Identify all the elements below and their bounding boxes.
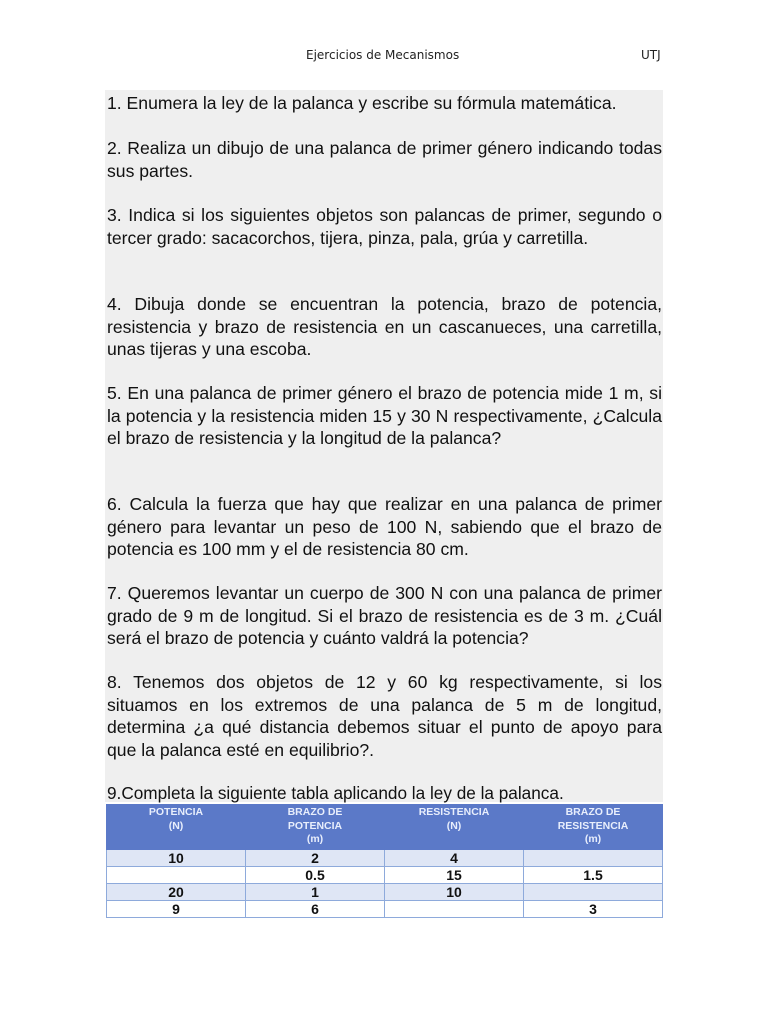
header-line: (N) <box>168 819 184 832</box>
header-brazo-resistencia <box>524 805 663 850</box>
header-line: BRAZO DE <box>287 806 343 818</box>
exercise-6: 6. Calcula la fuerza que hay que realizar en una palanca de primer género para levantar un peso de 100 N, sabiendo que el brazo de potencia es 100 mm y el de resistencia 80 cm. <box>107 494 662 559</box>
table-cell <box>524 884 663 901</box>
table-cell: 3 <box>524 901 663 918</box>
table-cell: 2 <box>246 850 385 867</box>
table-row <box>107 850 663 867</box>
table-row <box>107 901 663 918</box>
header-line: POTENCIA <box>287 819 343 832</box>
table-cell <box>107 867 246 884</box>
table-cell <box>385 901 524 918</box>
exercise-2: 2. Realiza un dibujo de una palanca de primer género indicando todas sus partes. <box>107 138 662 181</box>
exercise-1: 1. Enumera la ley de la palanca y escribe su fórmula matemática. <box>107 93 617 113</box>
header-potencia <box>107 805 246 850</box>
header-line: RESISTENCIA <box>557 819 629 832</box>
table-cell: 1 <box>246 884 385 901</box>
page-header <box>0 46 768 66</box>
table-cell: 20 <box>107 884 246 901</box>
header-title: Ejercicios de Mecanismos <box>306 48 460 62</box>
header-institution: UTJ <box>641 48 661 62</box>
exercise-4: 4. Dibuja donde se encuentran la potencia, brazo de potencia, resistencia y brazo de resistencia en un cascanueces, una carretilla, unas tijeras y una escoba. <box>107 294 662 359</box>
header-brazo-potencia <box>246 805 385 850</box>
exercise-9: 9.Completa la siguiente tabla aplicando la ley de la palanca. <box>107 783 564 803</box>
header-line: BRAZO DE <box>565 806 621 818</box>
table-cell: 10 <box>107 850 246 867</box>
table-cell <box>524 850 663 867</box>
exercise-8: 8. Tenemos dos objetos de 12 y 60 kg respectivamente, si los situamos en los extremos de una palanca de 5 m de longitud, determina ¿a qué distancia debemos situar el punto de apoyo para que la palanca esté en equilibrio?. <box>107 672 662 760</box>
table-cell: 0.5 <box>246 867 385 884</box>
exercise-7: 7. Queremos levantar un cuerpo de 300 N con una palanca de primer grado de 9 m de longitud. Si el brazo de resistencia es de 3 m. ¿Cuál será el brazo de potencia y cuánto valdrá la potencia? <box>107 583 662 648</box>
table-row <box>107 867 663 884</box>
table-row <box>107 884 663 901</box>
header-line: RESISTENCIA <box>418 806 490 818</box>
table-cell: 15 <box>385 867 524 884</box>
header-line: (m) <box>584 833 602 845</box>
table-cell: 6 <box>246 901 385 918</box>
exercise-list <box>105 90 663 802</box>
exercise-3: 3. Indica si los siguientes objetos son palancas de primer, segundo o tercer grado: sacacorchos, tijera, pinza, pala, grúa y carretilla. <box>107 205 662 248</box>
table-cell: 4 <box>385 850 524 867</box>
header-line: (N) <box>446 819 462 832</box>
header-line: POTENCIA <box>148 806 204 818</box>
header-resistencia <box>385 805 524 850</box>
table-cell: 10 <box>385 884 524 901</box>
table-cell: 1.5 <box>524 867 663 884</box>
table-header-row <box>107 805 663 850</box>
table-cell: 9 <box>107 901 246 918</box>
exercise-5: 5. En una palanca de primer género el brazo de potencia mide 1 m, si la potencia y la resistencia miden 15 y 30 N respectivamente, ¿Calcula el brazo de resistencia y la longitud de la palanca? <box>107 383 662 448</box>
header-line: (m) <box>306 833 324 845</box>
lever-table <box>106 804 663 918</box>
